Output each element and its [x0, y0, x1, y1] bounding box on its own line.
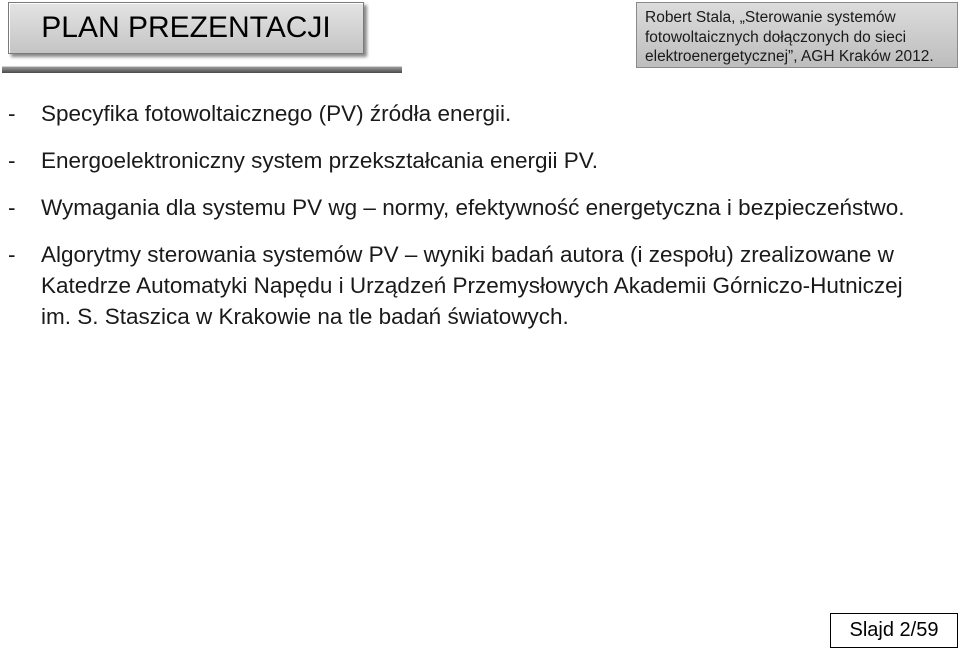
citation-line-3: elektroenergetycznej”, AGH Kraków 2012.	[645, 48, 934, 65]
bullet-item-pv-source	[8, 98, 938, 129]
bullet-marker: -	[8, 148, 16, 173]
bullet-marker: -	[8, 195, 16, 220]
slide-title-box	[8, 2, 364, 54]
citation-line-1: Robert Stala, „Sterowanie systemów	[645, 9, 896, 26]
bullet-list	[8, 98, 938, 348]
bullet-marker: -	[8, 242, 16, 267]
bullet-marker: -	[8, 101, 16, 126]
slide-number-badge: Slajd 2/59	[830, 613, 958, 648]
citation-box	[636, 2, 958, 68]
bullet-item-control-algorithms	[8, 239, 938, 332]
bullet-text: Energoelektroniczny system przekształcania energii PV.	[41, 148, 598, 173]
bullet-item-requirements	[8, 192, 938, 223]
bullet-text: Wymagania dla systemu PV wg – normy, efektywność energetyczna i bezpieczeństwo.	[41, 195, 905, 220]
header-divider-bar	[2, 66, 402, 73]
slide-title: PLAN PREZENTACJI	[41, 11, 331, 44]
bullet-text: Algorytmy sterowania systemów PV – wyniki badań autora (i zespołu) zrealizowane w Katedrze Automatyki Napędu i Urządzeń Przemysłowych Akademii Górniczo-Hutniczej im. S. Staszica w Krakowie na tle badań światowych.	[41, 242, 903, 329]
bullet-item-conversion-system	[8, 145, 938, 176]
bullet-text: Specyfika fotowoltaicznego (PV) źródła energii.	[41, 101, 512, 126]
citation-line-2: fotowoltaicznych dołączonych do sieci	[645, 28, 907, 46]
